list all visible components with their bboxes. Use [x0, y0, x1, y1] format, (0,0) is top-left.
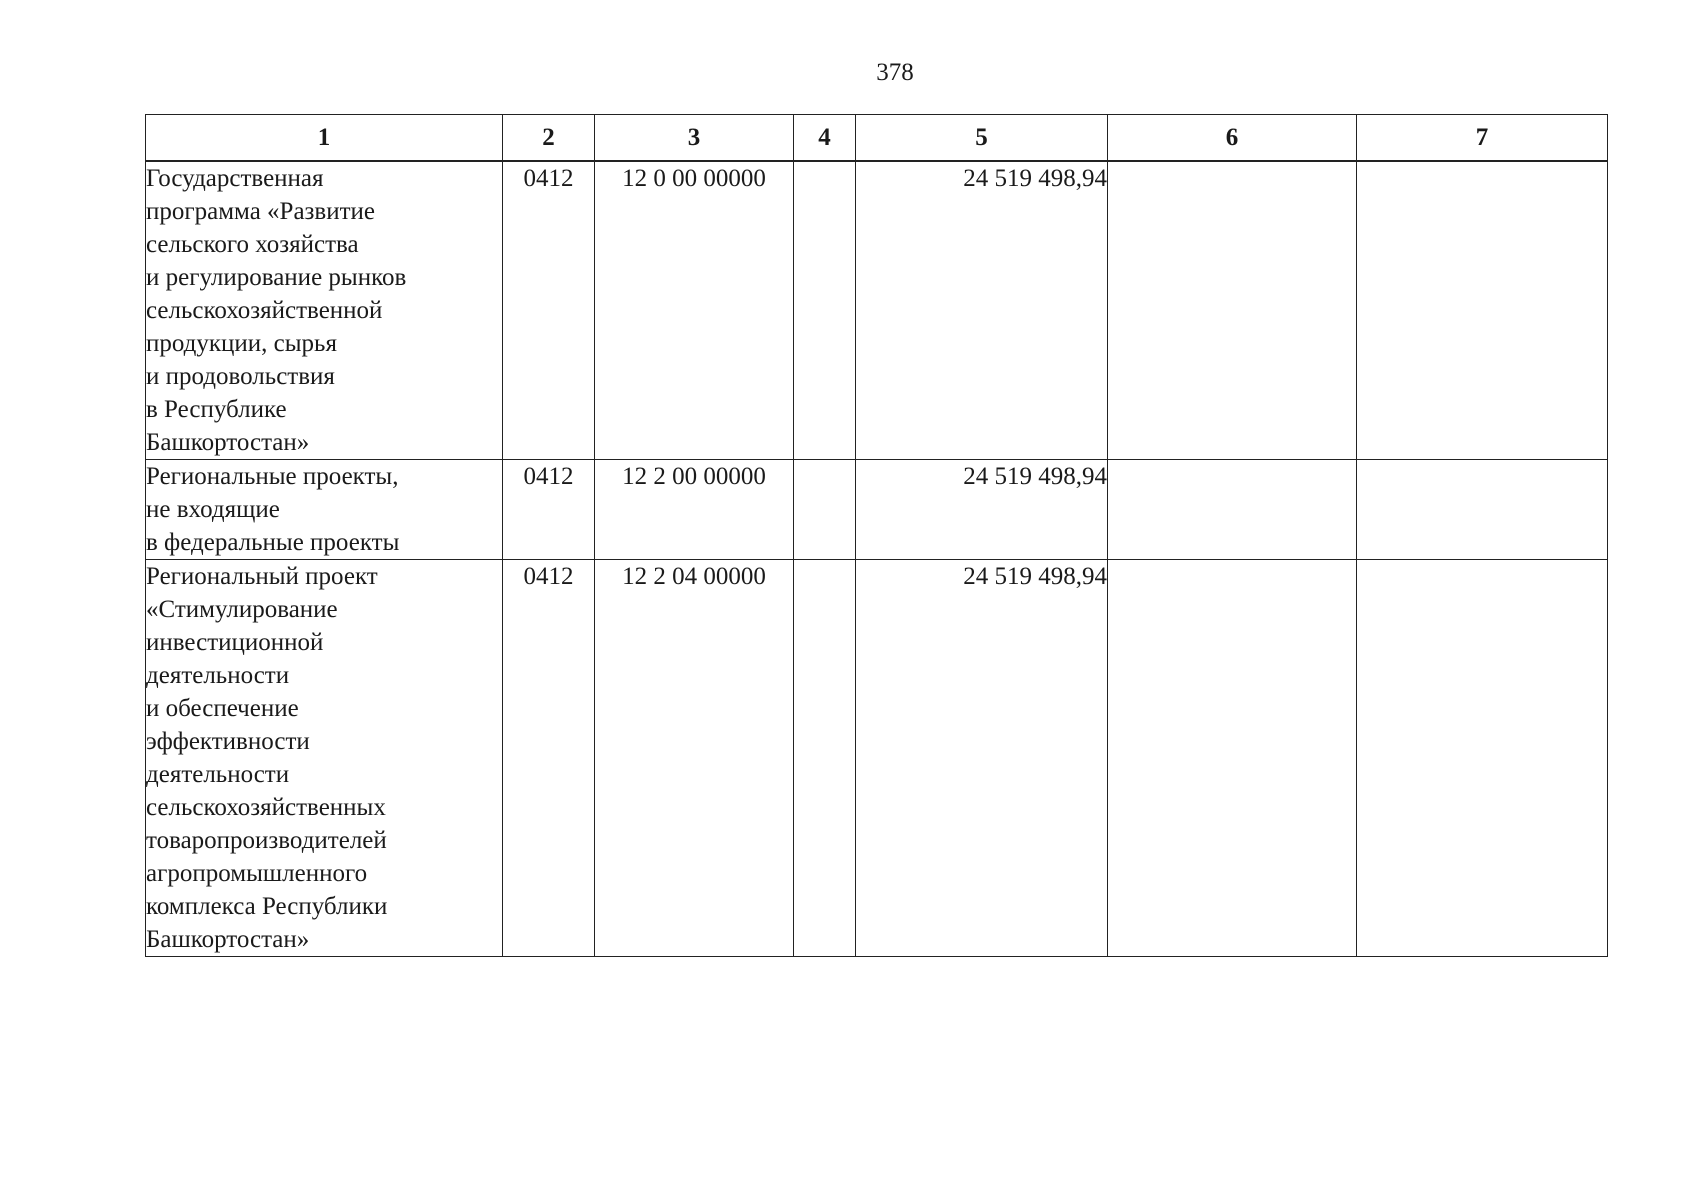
column-header-5: 5 — [856, 115, 1108, 162]
amount-cell: 24 519 498,94 — [856, 560, 1108, 957]
column-header-6: 6 — [1108, 115, 1357, 162]
section-code-cell: 0412 — [503, 460, 595, 560]
column-header-4: 4 — [794, 115, 856, 162]
expense-type-cell — [794, 161, 856, 460]
table-row — [146, 460, 1608, 560]
table-row — [146, 161, 1608, 460]
section-code-cell: 0412 — [503, 161, 595, 460]
target-code-cell: 12 2 00 00000 — [595, 460, 794, 560]
column-7-cell — [1357, 460, 1608, 560]
column-6-cell — [1108, 460, 1357, 560]
page-number: 378 — [876, 59, 914, 86]
table-header-row — [146, 115, 1608, 162]
table-row — [146, 560, 1608, 957]
row-name-cell: Региональные проекты, не входящие в федеральные проекты — [146, 460, 503, 560]
column-header-2: 2 — [503, 115, 595, 162]
expense-type-cell — [794, 560, 856, 957]
row-name-cell: Государственная программа «Развитие сельского хозяйства и регулирование рынков сельскохозяйственной продукции, сырья и продовольствия в Республике Башкортостан» — [146, 161, 503, 460]
row-name-cell: Региональный проект «Стимулирование инвестиционной деятельности и обеспечение эффективности деятельности сельскохозяйственных товаропроизводителей агропромышленного комплекса Республики Башкортостан» — [146, 560, 503, 957]
column-6-cell — [1108, 560, 1357, 957]
column-6-cell — [1108, 161, 1357, 460]
column-header-3: 3 — [595, 115, 794, 162]
amount-cell: 24 519 498,94 — [856, 460, 1108, 560]
column-header-7: 7 — [1357, 115, 1608, 162]
column-7-cell — [1357, 161, 1608, 460]
expense-type-cell — [794, 460, 856, 560]
target-code-cell: 12 2 04 00000 — [595, 560, 794, 957]
target-code-cell: 12 0 00 00000 — [595, 161, 794, 460]
column-7-cell — [1357, 560, 1608, 957]
budget-table — [145, 114, 1608, 957]
amount-cell: 24 519 498,94 — [856, 161, 1108, 460]
column-header-1: 1 — [146, 115, 503, 162]
section-code-cell: 0412 — [503, 560, 595, 957]
